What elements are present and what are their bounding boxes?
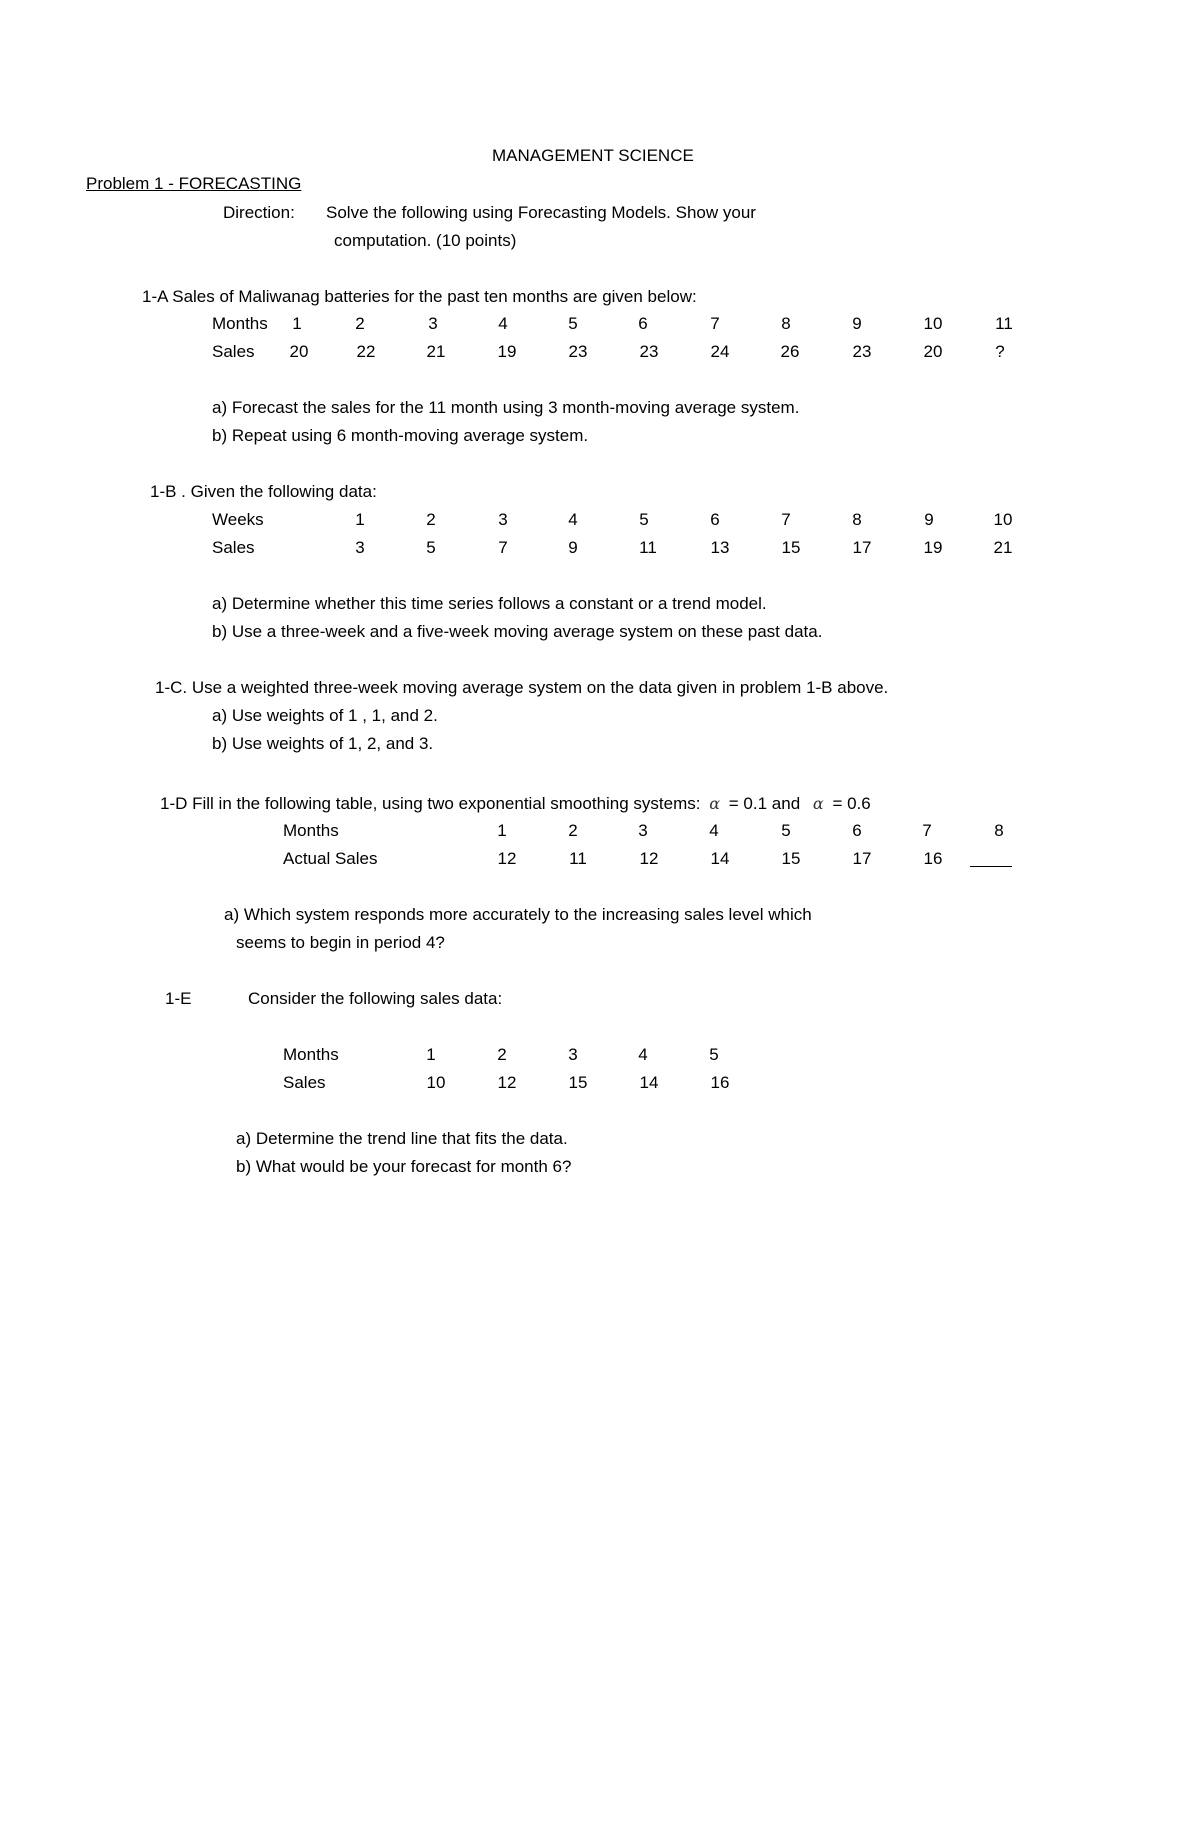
alpha1-value: = 0.1 and bbox=[728, 794, 801, 813]
problem-1e-sales-row bbox=[0, 1073, 1200, 1093]
problem-heading: Problem 1 - FORECASTING bbox=[86, 174, 302, 193]
problem-1b-question-b: b) Use a three-week and a five-week moving average system on these past data. bbox=[212, 622, 823, 641]
problem-1e-intro: Consider the following sales data: bbox=[248, 989, 503, 1008]
problem-1b-weeks-row bbox=[0, 510, 1200, 530]
table-cell: 2 bbox=[568, 821, 578, 840]
table-cell: 17 bbox=[852, 849, 872, 868]
table-cell: 4 bbox=[568, 510, 578, 529]
table-cell: 10 bbox=[923, 314, 943, 333]
table-cell: 8 bbox=[994, 821, 1004, 840]
table-cell: 23 bbox=[568, 342, 588, 361]
table-cell: 21 bbox=[993, 538, 1013, 557]
direction-label: Direction: bbox=[223, 203, 295, 222]
table-cell: 8 bbox=[781, 314, 791, 333]
table-cell: 3 bbox=[568, 1045, 578, 1064]
table-cell: 12 bbox=[639, 849, 659, 868]
table-cell: 11 bbox=[995, 314, 1013, 333]
table-cell: 12 bbox=[497, 849, 517, 868]
table-cell: 23 bbox=[639, 342, 659, 361]
table-cell: 6 bbox=[638, 314, 648, 333]
table-cell: 15 bbox=[568, 1073, 588, 1092]
table-cell: 16 bbox=[923, 849, 943, 868]
table-cell: 1 bbox=[497, 821, 507, 840]
row-label: Months bbox=[212, 314, 268, 333]
problem-1e-label: 1-E bbox=[165, 989, 192, 1008]
table-cell: 9 bbox=[924, 510, 934, 529]
table-cell: 14 bbox=[710, 849, 730, 868]
table-cell: 16 bbox=[710, 1073, 730, 1092]
alpha-symbol: α bbox=[812, 794, 824, 813]
table-cell: 5 bbox=[639, 510, 649, 529]
row-label: Sales bbox=[212, 538, 255, 557]
row-label: Weeks bbox=[212, 510, 264, 529]
problem-1b-question-a: a) Determine whether this time series follows a constant or a trend model. bbox=[212, 594, 767, 613]
table-cell: 13 bbox=[710, 538, 730, 557]
table-cell: 7 bbox=[781, 510, 791, 529]
table-cell: 3 bbox=[638, 821, 648, 840]
table-cell: ? bbox=[995, 342, 1005, 361]
problem-1b-intro: 1-B . Given the following data: bbox=[150, 482, 377, 501]
table-cell: 24 bbox=[710, 342, 730, 361]
table-cell: 6 bbox=[710, 510, 720, 529]
problem-1e-question-a: a) Determine the trend line that fits the data. bbox=[236, 1129, 568, 1148]
answer-blank bbox=[970, 866, 1012, 867]
table-cell: 7 bbox=[922, 821, 932, 840]
table-cell: 20 bbox=[923, 342, 943, 361]
table-cell: 11 bbox=[639, 538, 657, 557]
table-cell: 10 bbox=[993, 510, 1013, 529]
problem-1c-question-a: a) Use weights of 1 , 1, and 2. bbox=[212, 706, 438, 725]
problem-1d-actual-sales-row bbox=[0, 849, 1200, 869]
table-cell: 5 bbox=[568, 314, 578, 333]
table-cell: 4 bbox=[709, 821, 719, 840]
row-label: Months bbox=[283, 1045, 339, 1064]
table-cell: 19 bbox=[923, 538, 943, 557]
table-cell: 19 bbox=[497, 342, 517, 361]
table-cell: 3 bbox=[355, 538, 365, 557]
table-cell: 2 bbox=[497, 1045, 507, 1064]
table-cell: 15 bbox=[781, 538, 801, 557]
table-cell: 4 bbox=[498, 314, 508, 333]
table-cell: 12 bbox=[497, 1073, 517, 1092]
problem-1d-question-a-line1: a) Which system responds more accurately to the increasing sales level which bbox=[224, 905, 812, 924]
alpha2-value: = 0.6 bbox=[832, 794, 871, 813]
table-cell: 23 bbox=[852, 342, 872, 361]
table-cell: 11 bbox=[569, 849, 587, 868]
problem-1e-months-row bbox=[0, 1045, 1200, 1065]
problem-1d-intro-text: 1-D Fill in the following table, using two exponential smoothing systems: bbox=[160, 794, 701, 813]
row-label: Sales bbox=[212, 342, 255, 361]
table-cell: 2 bbox=[355, 314, 365, 333]
problem-1a-intro: 1-A Sales of Maliwanag batteries for the past ten months are given below: bbox=[142, 287, 697, 306]
table-cell: 21 bbox=[426, 342, 446, 361]
problem-1a-sales-row bbox=[0, 342, 1200, 362]
alpha-symbol: α bbox=[709, 794, 721, 813]
table-cell: 1 bbox=[292, 314, 302, 333]
table-cell: 7 bbox=[498, 538, 508, 557]
table-cell: 1 bbox=[426, 1045, 436, 1064]
table-cell: 5 bbox=[709, 1045, 719, 1064]
problem-1c-intro: 1-C. Use a weighted three-week moving average system on the data given in problem 1-B above. bbox=[155, 678, 889, 697]
row-label: Months bbox=[283, 821, 339, 840]
table-cell: 8 bbox=[852, 510, 862, 529]
direction-text-line2: computation. (10 points) bbox=[334, 231, 517, 250]
table-cell: 1 bbox=[355, 510, 365, 529]
problem-1d-months-row bbox=[0, 821, 1200, 841]
table-cell: 6 bbox=[852, 821, 862, 840]
problem-1b-sales-row bbox=[0, 538, 1200, 558]
direction-text-line1: Solve the following using Forecasting Models. Show your bbox=[326, 203, 756, 222]
problem-1a-question-a: a) Forecast the sales for the 11 month using 3 month-moving average system. bbox=[212, 398, 800, 417]
table-cell: 17 bbox=[852, 538, 872, 557]
problem-1a-months-row bbox=[0, 314, 1200, 334]
problem-1c-question-b: b) Use weights of 1, 2, and 3. bbox=[212, 734, 434, 753]
table-cell: 3 bbox=[428, 314, 438, 333]
table-cell: 20 bbox=[289, 342, 309, 361]
problem-1d-question-a-line2: seems to begin in period 4? bbox=[236, 933, 445, 952]
table-cell: 2 bbox=[426, 510, 436, 529]
problem-1d-intro bbox=[160, 794, 871, 814]
table-cell: 10 bbox=[426, 1073, 446, 1092]
table-cell: 9 bbox=[852, 314, 862, 333]
table-cell: 5 bbox=[781, 821, 791, 840]
table-cell: 14 bbox=[639, 1073, 659, 1092]
table-cell: 9 bbox=[568, 538, 578, 557]
problem-1a-question-b: b) Repeat using 6 month-moving average system. bbox=[212, 426, 589, 445]
problem-1e-question-b: b) What would be your forecast for month 6? bbox=[236, 1157, 572, 1176]
page-title: MANAGEMENT SCIENCE bbox=[492, 146, 694, 165]
row-label: Actual Sales bbox=[283, 849, 378, 868]
table-cell: 5 bbox=[426, 538, 436, 557]
table-cell: 3 bbox=[498, 510, 508, 529]
table-cell: 22 bbox=[356, 342, 376, 361]
table-cell: 26 bbox=[780, 342, 800, 361]
table-cell: 15 bbox=[781, 849, 801, 868]
row-label: Sales bbox=[283, 1073, 326, 1092]
table-cell: 7 bbox=[710, 314, 720, 333]
table-cell: 4 bbox=[638, 1045, 648, 1064]
